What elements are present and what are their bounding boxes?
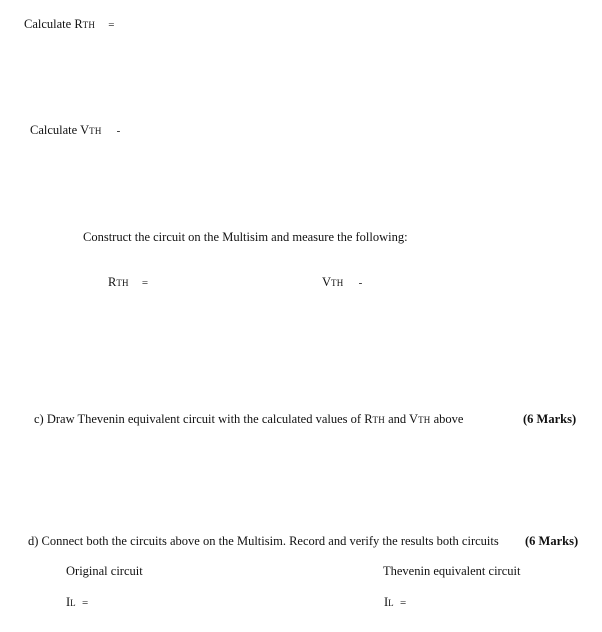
part-c-rth-subscript: TH bbox=[372, 415, 385, 425]
measured-vth-subscript: TH bbox=[331, 278, 344, 288]
part-c-text-b: and V bbox=[384, 412, 419, 426]
part-c-vth-subscript: TH bbox=[418, 415, 431, 425]
measured-vth-dash: - bbox=[358, 277, 363, 289]
calculate-rth-equals: = bbox=[108, 19, 115, 31]
part-d-marks: (6 Marks) bbox=[525, 534, 579, 548]
original-il-equals: = bbox=[82, 597, 89, 609]
calculate-vth-subscript: TH bbox=[89, 126, 102, 136]
part-c-marks: (6 Marks) bbox=[523, 412, 577, 426]
part-c-text-a: c) Draw Thevenin equivalent circuit with the calculated values of R bbox=[34, 412, 373, 426]
measured-rth-line bbox=[108, 274, 148, 291]
thevenin-il-label: I bbox=[384, 595, 389, 609]
thevenin-il-line bbox=[384, 594, 406, 611]
original-il-label: I bbox=[66, 595, 71, 609]
calculate-vth-label: Calculate V bbox=[30, 123, 90, 137]
thevenin-circuit-heading: Thevenin equivalent circuit bbox=[383, 564, 521, 578]
calculate-vth-line bbox=[30, 122, 120, 139]
part-c-text-c: above bbox=[430, 412, 464, 426]
construct-instruction bbox=[83, 229, 408, 245]
measured-vth-label: V bbox=[322, 275, 332, 289]
calculate-rth-subscript: TH bbox=[82, 20, 96, 30]
thevenin-il-equals: = bbox=[400, 597, 407, 609]
measured-rth-subscript: TH bbox=[116, 278, 129, 288]
part-d-text: d) Connect both the circuits above on the Multisim. Record and verify the results both circuits bbox=[28, 534, 499, 548]
part-c-question bbox=[34, 411, 463, 428]
calculate-rth-label: Calculate R bbox=[24, 17, 83, 31]
calculate-vth-dash: - bbox=[116, 125, 121, 137]
measured-vth-line bbox=[322, 274, 362, 291]
calculate-rth-line bbox=[24, 16, 114, 33]
original-il-subscript: L bbox=[70, 598, 76, 608]
measured-rth-equals: = bbox=[141, 277, 149, 289]
original-circuit-heading: Original circuit bbox=[66, 564, 143, 578]
measured-rth-label: R bbox=[108, 275, 117, 289]
thevenin-il-subscript: L bbox=[388, 598, 394, 608]
part-d-question bbox=[28, 533, 499, 549]
original-il-line bbox=[66, 594, 88, 611]
construct-text: Construct the circuit on the Multisim and measure the following: bbox=[83, 230, 408, 244]
